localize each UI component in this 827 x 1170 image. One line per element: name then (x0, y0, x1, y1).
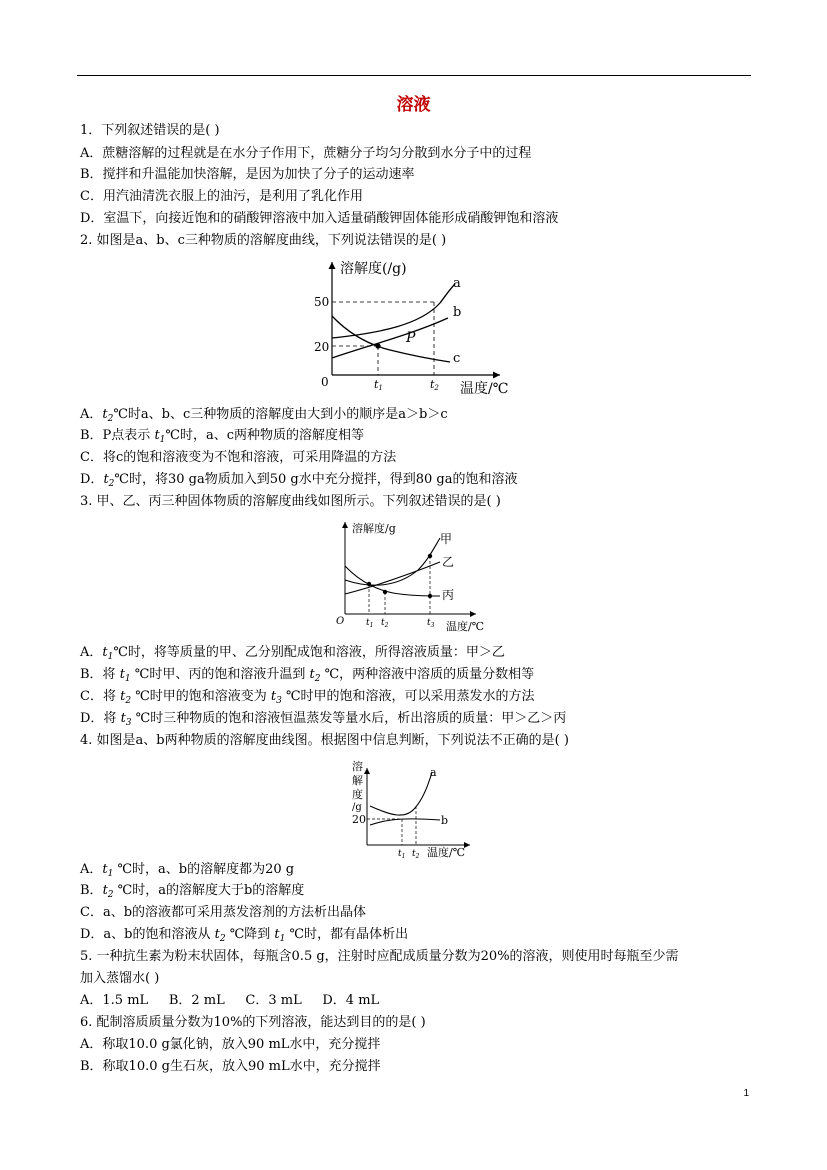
q2-origin: 0 (321, 375, 329, 389)
q4-label-a: a (430, 766, 437, 779)
q1-stem: 1．下列叙述错误的是( ) (80, 123, 220, 138)
svg-text:度: 度 (352, 788, 363, 801)
q2-curve-a (332, 284, 455, 338)
q2-curve-b (332, 318, 448, 358)
q2-x-label: 温度/℃ (460, 381, 509, 397)
page-number: 1 (743, 1088, 749, 1099)
q3-origin: O (336, 616, 345, 627)
q4-option-a: A．$t_1$ ℃时，a、b的溶解度都为20 g (80, 862, 295, 879)
q3-label-jia: 甲 (440, 532, 453, 546)
q1-option-d: D．室温下，向接近饱和的硝酸钾溶液中加入适量硝酸钾固体能形成硝酸钾饱和溶液 (80, 211, 559, 226)
q2-label-c: c (453, 351, 461, 366)
q6-option-b: B．称取10.0 g生石灰，放入90 mL水中，充分搅拌 (80, 1059, 381, 1074)
q2-tick-t2: t (430, 378, 435, 391)
q4-stem: 4. 如图是a、b两种物质的溶解度曲线图。根据图中信息判断，下列说法不正确的是( ) (80, 733, 569, 748)
svg-text:t1: $t_1$ (398, 849, 406, 860)
q4-option-d: D．a、b的饱和溶液从 $t_2$ ℃降到 $t_1$ ℃时，都有晶体析出 (80, 927, 409, 944)
q3-option-c: C．将 $t_2$ ℃时甲的饱和溶液变为 $t_3$ ℃时甲的饱和溶液，可以采用蒸发水的方法 (80, 689, 535, 706)
q2-option-d: D．$t_2℃$时，将30 ga物质加入到50 g水中充分搅拌，得到80 ga的饱和溶液 (80, 472, 518, 489)
q5-stem-line1: 5. 一种抗生素为粉末状固体，每瓶含0.5 g，注射时应配成质量分数为20%的溶液，则使用时每瓶至少需 (80, 949, 679, 964)
q1-option-b: B．搅拌和升温能加快溶解，是因为加快了分子的运动速率 (80, 167, 415, 182)
q6-option-a: A．称取10.0 g氯化钠，放入90 mL水中，充分搅拌 (80, 1037, 381, 1052)
q2-label-b: b (453, 305, 462, 320)
q4-curve-b (370, 819, 440, 825)
q1-option-a: A．蔗糖溶解的过程就是在水分子作用下，蔗糖分子均匀分散到水分子中的过程 (80, 146, 532, 161)
q3-label-bing: 丙 (442, 588, 455, 602)
q3-option-a: A．$t_1℃$时，将等质量的甲、乙分别配成饱和溶液，所得溶液质量：甲＞乙 (80, 645, 505, 662)
q3-curve-bing (345, 566, 440, 596)
q2-option-a: A．$t_2℃$时a、b、c三种物质的溶解度由大到小的顺序是a＞b＞c (80, 407, 448, 424)
q3-option-d: D．将 $t_3$ ℃时三种物质的饱和溶液恒温蒸发等量水后，析出溶质的质量：甲＞乙＞丙 (80, 711, 567, 728)
svg-text:溶: 溶 (352, 760, 363, 773)
q3-label-yi: 乙 (442, 555, 455, 569)
q3-x-label: 温度/℃ (446, 620, 485, 633)
svg-text:/g: /g (352, 802, 362, 813)
q5-options: A．1.5 mL B．2 mL C．3 mL D．4 mL (80, 993, 380, 1008)
q2-y-label: 溶解度(/g) (340, 261, 407, 277)
q4-curve-a (370, 772, 432, 815)
q2-label-p: P (406, 330, 416, 346)
svg-text:t1: $t_1$ (366, 618, 374, 629)
q2-option-c: C．将c的饱和溶液变为不饱和溶液，可采用降温的方法 (80, 450, 397, 465)
svg-text:t2: $t_2$ (381, 618, 389, 629)
q1-option-c: C．用汽油清洗衣服上的油污，是利用了乳化作用 (80, 189, 363, 204)
svg-text:t2: t2 (430, 378, 439, 392)
q4-option-b: B．$t_2$ ℃时，a的溶解度大于b的溶解度 (80, 883, 305, 900)
q3-stem: 3. 甲、乙、丙三种固体物质的溶解度曲线如图所示。下列叙述错误的是( ) (80, 494, 501, 509)
q4-label-b: b (441, 814, 449, 827)
q2-tick-t1: t (374, 378, 379, 391)
svg-text:t3: $t_3$ (427, 618, 435, 629)
q6-stem: 6. 配制溶质质量分数为10%的下列溶液，能达到目的的是( ) (80, 1015, 426, 1030)
q3-option-b: B．将 $t_1$ ℃时甲、丙的饱和溶液升温到 $t_2$ ℃，两种溶液中溶质的质量分数相等 (80, 667, 535, 684)
q2-label-a: a (453, 276, 461, 291)
svg-text:t2: $t_2$ (412, 849, 420, 860)
svg-text:解: 解 (352, 774, 363, 787)
q2-option-b: B．P点表示 $t_1℃$时，a、c两种物质的溶解度相等 (80, 428, 364, 445)
q4-option-c: C．a、b的溶液都可采用蒸发溶剂的方法析出晶体 (80, 905, 367, 920)
svg-text:t1: t1 (374, 378, 383, 392)
q4-y-tick-20: 20 (352, 813, 366, 826)
q2-point-p (375, 343, 380, 348)
q2-y-tick-50: 50 (314, 295, 330, 309)
q5-stem-line2: 加入蒸馏水( ) (80, 971, 160, 986)
q2-y-tick-20: 20 (314, 340, 330, 354)
q2-stem: 2. 如图是a、b、c三种物质的溶解度曲线，下列说法错误的是( ) (80, 233, 447, 248)
q4-x-label: 温度/℃ (427, 846, 466, 859)
page-title: 溶液 (396, 95, 431, 115)
q3-y-label: 溶解度/g (352, 522, 396, 535)
